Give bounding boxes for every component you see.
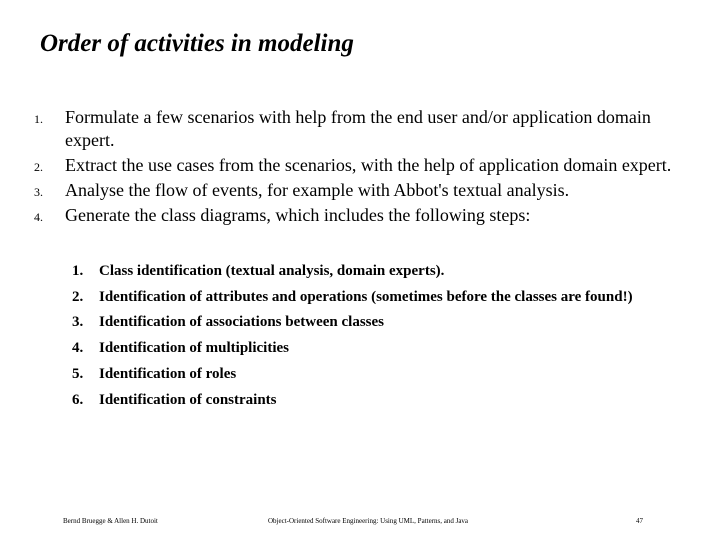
list-item-text: Extract the use cases from the scenarios, with the help of application domain expert. bbox=[65, 155, 672, 175]
sub-list-item-text: Identification of attributes and operations (sometimes before the classes are found!) bbox=[99, 289, 633, 305]
sub-list-item bbox=[72, 289, 672, 306]
sub-list-item-text: Class identification (textual analysis, domain experts). bbox=[99, 263, 445, 279]
class-diagram-steps-list bbox=[72, 263, 672, 418]
sub-list-item bbox=[72, 392, 672, 409]
sub-list-item bbox=[72, 314, 672, 331]
sub-list-item-number: 1. bbox=[72, 263, 84, 279]
list-item bbox=[34, 154, 674, 177]
list-item-number: 3. bbox=[34, 185, 43, 199]
list-item-number: 2. bbox=[34, 160, 43, 174]
list-item-number: 1. bbox=[34, 112, 43, 126]
list-item bbox=[34, 106, 674, 152]
sub-list-item-number: 3. bbox=[72, 314, 84, 330]
sub-list-item-text: Identification of multiplicities bbox=[99, 340, 289, 356]
sub-list-item bbox=[72, 263, 672, 280]
sub-list-item bbox=[72, 340, 672, 357]
list-item bbox=[34, 179, 674, 202]
list-item-text: Formulate a few scenarios with help from the end user and/or application domain expert. bbox=[65, 107, 651, 150]
footer-book-title: Object-Oriented Software Engineering: Using UML, Patterns, and Java bbox=[268, 517, 469, 525]
list-item bbox=[34, 204, 674, 227]
sub-list-item-text: Identification of roles bbox=[99, 366, 237, 382]
list-item-text: Analyse the flow of events, for example with Abbot's textual analysis. bbox=[65, 180, 570, 200]
sub-list-item-text: Identification of constraints bbox=[99, 392, 277, 408]
sub-list-item-number: 6. bbox=[72, 392, 84, 408]
list-item-number: 4. bbox=[34, 210, 43, 224]
sub-list-item-text: Identification of associations between classes bbox=[99, 314, 384, 330]
list-item-text: Generate the class diagrams, which includes the following steps: bbox=[65, 205, 531, 225]
footer-page-number: 47 bbox=[636, 517, 643, 525]
sub-list-item bbox=[72, 366, 672, 383]
activity-list bbox=[34, 106, 674, 229]
sub-list-item-number: 4. bbox=[72, 340, 84, 356]
footer-authors: Bernd Bruegge & Allen H. Dutoit bbox=[63, 517, 158, 525]
slide-title: Order of activities in modeling bbox=[40, 30, 354, 57]
sub-list-item-number: 2. bbox=[72, 289, 84, 305]
sub-list-item-number: 5. bbox=[72, 366, 84, 382]
